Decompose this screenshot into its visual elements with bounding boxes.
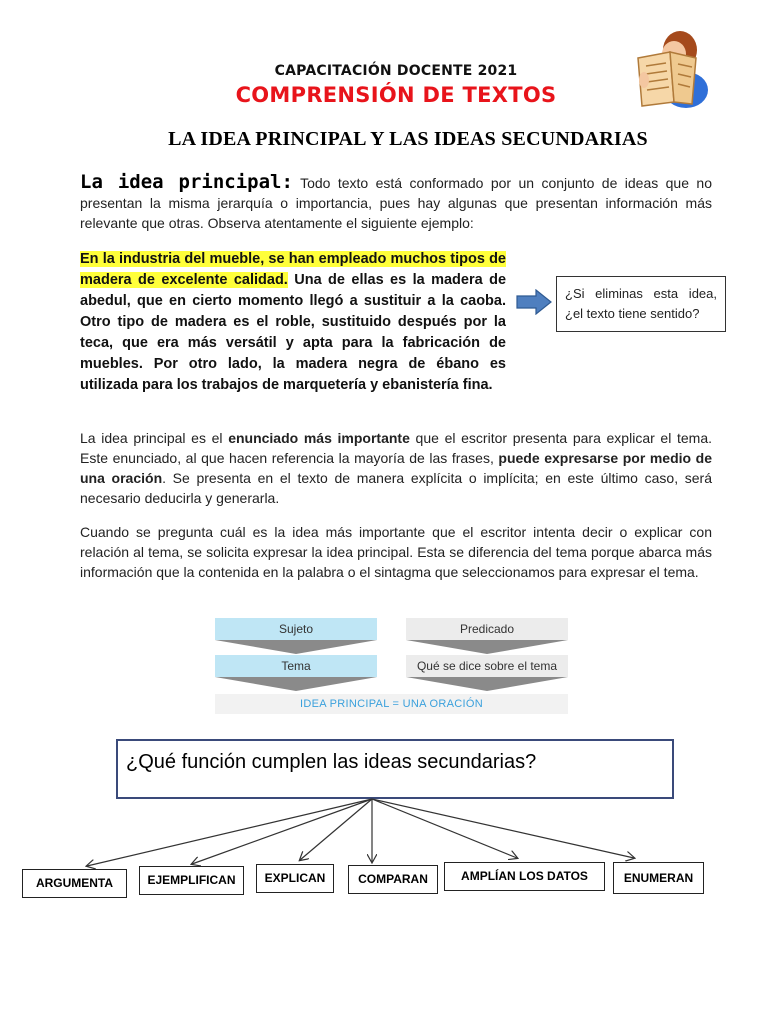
example-highlighted-sentence: En la industria del mueble, se han empleado muchos tipos de madera de excelente calidad. <box>80 251 506 288</box>
para2-bold-2: puede expresarse por medio de una oración <box>80 450 712 486</box>
example-rest: Una de ellas es la madera de abedul, que en cierto momento llegó a sustituir a la caoba. Otro tipo de madera es el roble, sustituido después por la teca, que era más versátil y apta para la fabricación de muebles. Por otro lado, la madera negra de ébano es utilizada para los trabajos de marquetería y ebanistería fina. <box>80 272 507 393</box>
section-heading: LA IDEA PRINCIPAL Y LAS IDEAS SECUNDARIAS <box>168 128 648 150</box>
diagram-sujeto: Sujeto <box>215 618 377 640</box>
topic-paragraph: Cuando se pregunta cuál es la idea más importante que el escritor intenta decir o explicar con relación al tema, se solicita expresar la idea principal. Esta se diferencia del tema porque abarca más información que la contenida en la palabra o el sintagma que seleccionamos para expresar el tema. <box>80 524 712 580</box>
diagram-tema: Tema <box>215 655 377 677</box>
category-ejemplifican: EJEMPLIFICAN <box>139 866 244 895</box>
category-explican: EXPLICAN <box>256 864 334 893</box>
category-comparan: COMPARAN <box>348 865 438 894</box>
intro-lead: La idea principal: <box>80 171 293 193</box>
para2-text-1: La idea principal es el <box>80 430 229 446</box>
diagram-que-se-dice: Qué se dice sobre el tema <box>406 655 568 677</box>
para2-text-2: que el escritor presenta para explicar el tema. Este enunciado, al que hacen referencia la mayoría de las frases, <box>80 430 712 466</box>
intro-text: Todo texto está conformado por un conjunto de ideas que no presentan la misma jerarquía o importancia, pues hay algunas que presentan información más relevante que otras. Observa atentamente el siguiente ejemplo: <box>80 175 712 231</box>
course-subtitle: CAPACITACIÓN DOCENTE 2021 <box>274 63 518 79</box>
diagram-predicado: Predicado <box>406 618 568 640</box>
category-amplian-los-datos: AMPLÍAN LOS DATOS <box>444 862 605 891</box>
para2-text-3: . Se presenta en el texto de manera explícita o implícita; en este último caso, será necesario deducirla y generarla. <box>80 470 712 506</box>
category-argumenta: ARGUMENTA <box>22 869 127 898</box>
para2-bold-1: enunciado más importante <box>228 430 410 446</box>
diagram-idea-principal: IDEA PRINCIPAL = UNA ORACIÓN <box>215 694 568 714</box>
question-box: ¿Si eliminas esta idea, ¿el texto tiene sentido? <box>556 276 726 332</box>
document-title: COMPRENSIÓN DE TEXTOS <box>235 83 557 107</box>
secondary-ideas-question-box: ¿Qué función cumplen las ideas secundarias? <box>116 739 674 799</box>
category-enumeran: ENUMERAN <box>613 862 704 894</box>
